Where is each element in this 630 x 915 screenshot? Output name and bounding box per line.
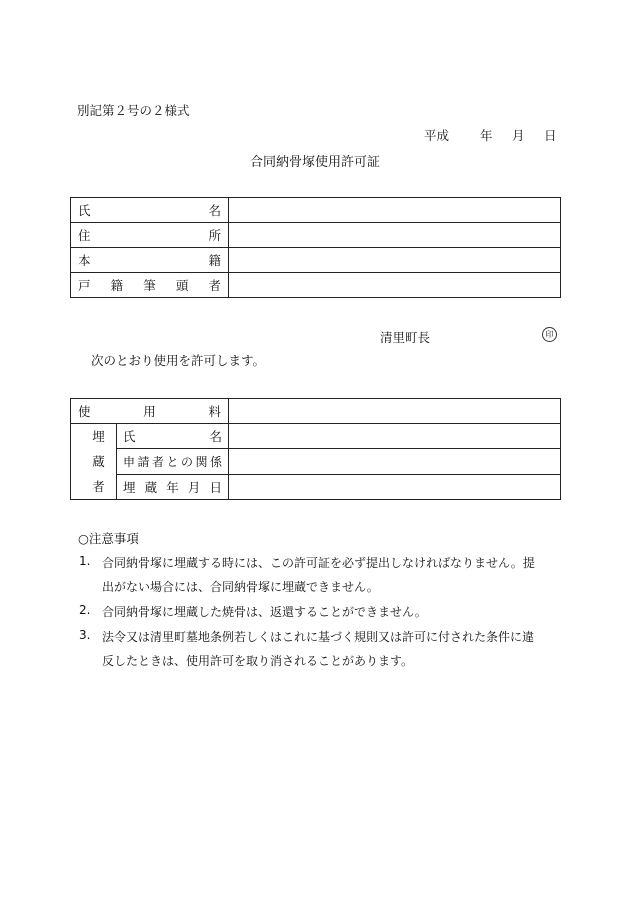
date-year: 年: [480, 128, 493, 143]
row-label: [71, 248, 229, 273]
family-head-field[interactable]: [229, 273, 561, 298]
note-line: 合同納骨塚に埋蔵する時には、この許可証を必ず提出しなければなりません。提: [102, 556, 535, 570]
applicant-table: [70, 197, 561, 298]
table-row: [71, 248, 561, 273]
date-month: 月: [512, 128, 525, 143]
label-char: 本: [78, 253, 91, 268]
mayor-label: 清里町長: [380, 330, 431, 345]
label-char: 申: [123, 454, 136, 469]
row-label: [71, 198, 229, 223]
label-char: 氏: [123, 429, 136, 445]
note-line: 合同納骨塚に埋蔵した焼骨は、返還することができません。: [102, 605, 427, 619]
label-char: 用: [143, 404, 156, 419]
note-line: 反したときは、使用許可を取り消されることがあります。: [102, 654, 414, 668]
row-label: [71, 223, 229, 248]
label-char: の: [181, 454, 194, 469]
notes-heading: ○注意事項: [78, 531, 139, 546]
label-char: 籍: [208, 253, 221, 268]
document-title: 合同納骨塚使用許可証: [249, 155, 380, 170]
table-row: [71, 424, 561, 449]
table-row: [71, 474, 561, 499]
interment-date-field[interactable]: [229, 474, 561, 499]
table-row: [71, 273, 561, 298]
domicile-field[interactable]: [229, 248, 561, 273]
label-char: 所: [208, 228, 221, 243]
table-row: [71, 223, 561, 248]
label-char: と: [166, 454, 179, 469]
seal-mark: 印: [542, 327, 557, 342]
note-line: 法令又は清里町墓地条例若しくはこれに基づく規則又は許可に付された条件に違: [102, 630, 535, 644]
row-label: [117, 474, 229, 499]
group-char: 埋: [92, 429, 105, 444]
form-number: 別記第２号の２様式: [77, 103, 190, 118]
label-char: 月: [187, 479, 201, 495]
row-label: [117, 449, 229, 474]
label-char: 請: [137, 454, 150, 469]
fee-table: [70, 398, 561, 500]
label-char: 者: [208, 278, 221, 293]
note-number: 3.: [79, 628, 91, 642]
address-field[interactable]: [229, 223, 561, 248]
row-label: [71, 273, 229, 298]
label-char: 氏: [78, 203, 91, 218]
label-char: 籍: [110, 278, 124, 293]
name-field[interactable]: [229, 198, 561, 223]
label-char: 蔵: [144, 479, 158, 495]
group-char: 者: [92, 479, 105, 494]
date-era: 平成: [424, 128, 450, 143]
group-label: [71, 424, 117, 500]
label-char: 年: [166, 479, 179, 495]
relationship-field[interactable]: [229, 449, 561, 474]
table-row: [71, 198, 561, 223]
label-char: 係: [210, 454, 223, 469]
label-char: 埋: [123, 479, 136, 495]
note-line: 出がない場合には、合同納骨塚に埋蔵できません。: [102, 580, 379, 594]
label-char: 料: [208, 404, 222, 419]
label-char: 住: [78, 228, 91, 243]
date-day: 日: [544, 128, 557, 143]
table-row: [71, 399, 561, 424]
label-char: 頭: [175, 278, 189, 293]
label-char: 日: [209, 479, 223, 495]
label-char: 関: [195, 454, 208, 469]
row-label: [117, 424, 229, 449]
fee-field[interactable]: [229, 399, 561, 424]
note-number: 1.: [79, 554, 91, 568]
table-row: [71, 449, 561, 474]
label-char: 戸: [78, 278, 91, 293]
group-char: 蔵: [92, 454, 105, 469]
label-char: 筆: [143, 278, 156, 293]
label-char: 使: [78, 404, 91, 419]
label-char: 名: [209, 429, 223, 445]
label-char: 名: [208, 203, 221, 218]
label-char: 者: [152, 454, 165, 469]
interred-name-field[interactable]: [229, 424, 561, 449]
row-label: [71, 399, 229, 424]
note-number: 2.: [79, 603, 91, 617]
permit-statement: 次のとおり使用を許可します。: [91, 353, 266, 368]
